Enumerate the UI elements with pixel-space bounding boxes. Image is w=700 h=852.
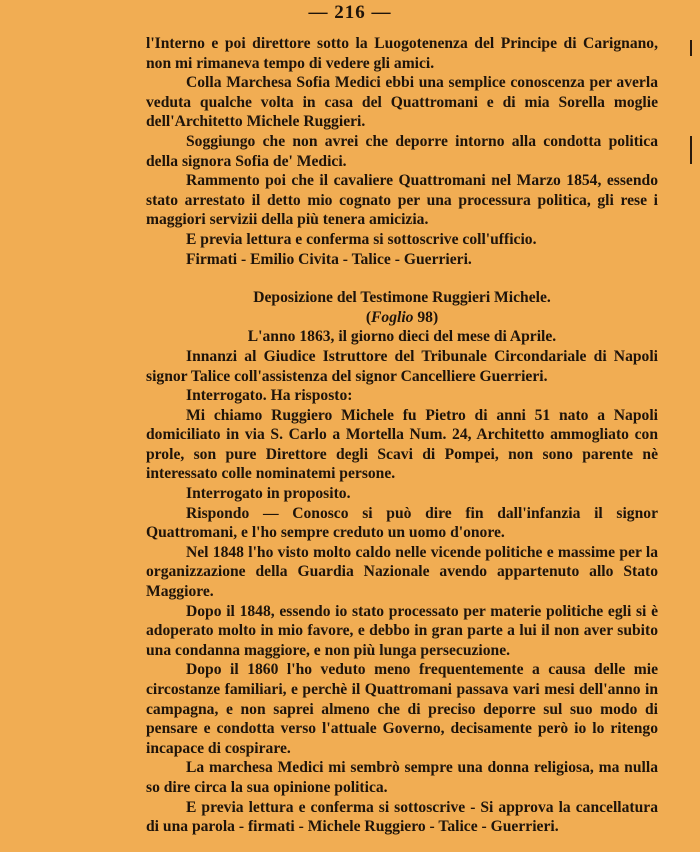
paragraph: Dopo il 1848, essendo io stato processato per materie politiche egli si è adoperato molto in mio favore, e debbo in gran parte a lui il non aver subito una condanna maggiore, e non più lunga persecuzione. <box>146 602 658 659</box>
page-body <box>146 34 658 837</box>
paragraph: Dopo il 1860 l'ho veduto meno frequentemente a causa delle mie circostanze familiari, e perchè il Quattromani passava vari mesi dell'anno in campagna, e non saprei almeno che di preciso deporre sul suo modo di pensare e condotta verso l'attuale Governo, decisamente però io lo ritengo incapace di cospirare. <box>146 661 658 757</box>
page-number: — 216 — <box>308 2 392 23</box>
paragraph: Nel 1848 l'ho visto molto caldo nelle vicende politiche e massime per la organizzazione della Guardia Nazionale avendo appartenuto allo Stato Maggiore. <box>146 543 658 601</box>
paragraph: Interrogato in proposito. <box>186 485 351 503</box>
folio-reference <box>146 308 658 328</box>
paragraph: E previa lettura e conferma si sottoscrive coll'ufficio. <box>186 230 537 248</box>
paragraph: Soggiungo che non avrei che deporre intorno alla condotta politica della signora Sofia de' Medici. <box>146 132 658 170</box>
deposition-heading: Deposizione del Testimone Ruggieri Michele. <box>253 289 551 307</box>
paragraph: Innanzi al Giudice Istruttore del Tribunale Circondariale di Napoli signor Talice coll'assistenza del signor Cancelliere Guerrieri. <box>146 347 658 385</box>
folio-label: Foglio <box>371 308 414 326</box>
signature-line: Firmati - Emilio Civita - Talice - Guerrieri. <box>186 250 472 268</box>
paragraph: Rispondo — Conosco si può dire fin dall'infanzia il signor Quattromani, e l'ho sempre creduto un uomo d'onore. <box>146 504 658 542</box>
paragraph: Colla Marchesa Sofia Medici ebbi una semplice conoscenza per averla veduta qualche volta in casa del Quattromani e di mia Sorella moglie dell'Architetto Michele Ruggieri. <box>146 74 658 131</box>
paragraph: La marchesa Medici mi sembrò sempre una donna religiosa, ma nulla so dire circa la sua opinione politica. <box>146 759 658 796</box>
paragraph: E previa lettura e conferma si sottoscrive - Si approva la cancellatura di una parola - firmati - Michele Ruggiero - Talice - Guerrieri. <box>146 798 658 836</box>
margin-mark <box>690 40 692 56</box>
paragraph: l'Interno e poi direttore sotto la Luogotenenza del Principe di Carignano, non mi rimaneva tempo di vedere gli amici. <box>146 35 658 72</box>
paragraph: Interrogato. Ha risposto: <box>186 387 353 405</box>
paragraph: Mi chiamo Ruggiero Michele fu Pietro di anni 51 nato a Napoli domiciliato in via S. Carlo a Mortella Num. 24, Architetto ammogliato con prole, son pure Direttore degli Scavi di Pompei, non sono parente nè interessato colle nominatemi persone. <box>146 406 658 483</box>
margin-mark <box>690 136 692 164</box>
folio-number: 98) <box>413 308 439 326</box>
paragraph: Rammento poi che il cavaliere Quattromani nel Marzo 1854, essendo stato arrestato il detto mio cognato per una processura politica, gli rese i maggiori servizii della più tenera amicizia. <box>146 172 658 229</box>
date-line: L'anno 1863, il giorno dieci del mese di Aprile. <box>247 328 557 346</box>
folio-open: ( <box>365 308 372 326</box>
